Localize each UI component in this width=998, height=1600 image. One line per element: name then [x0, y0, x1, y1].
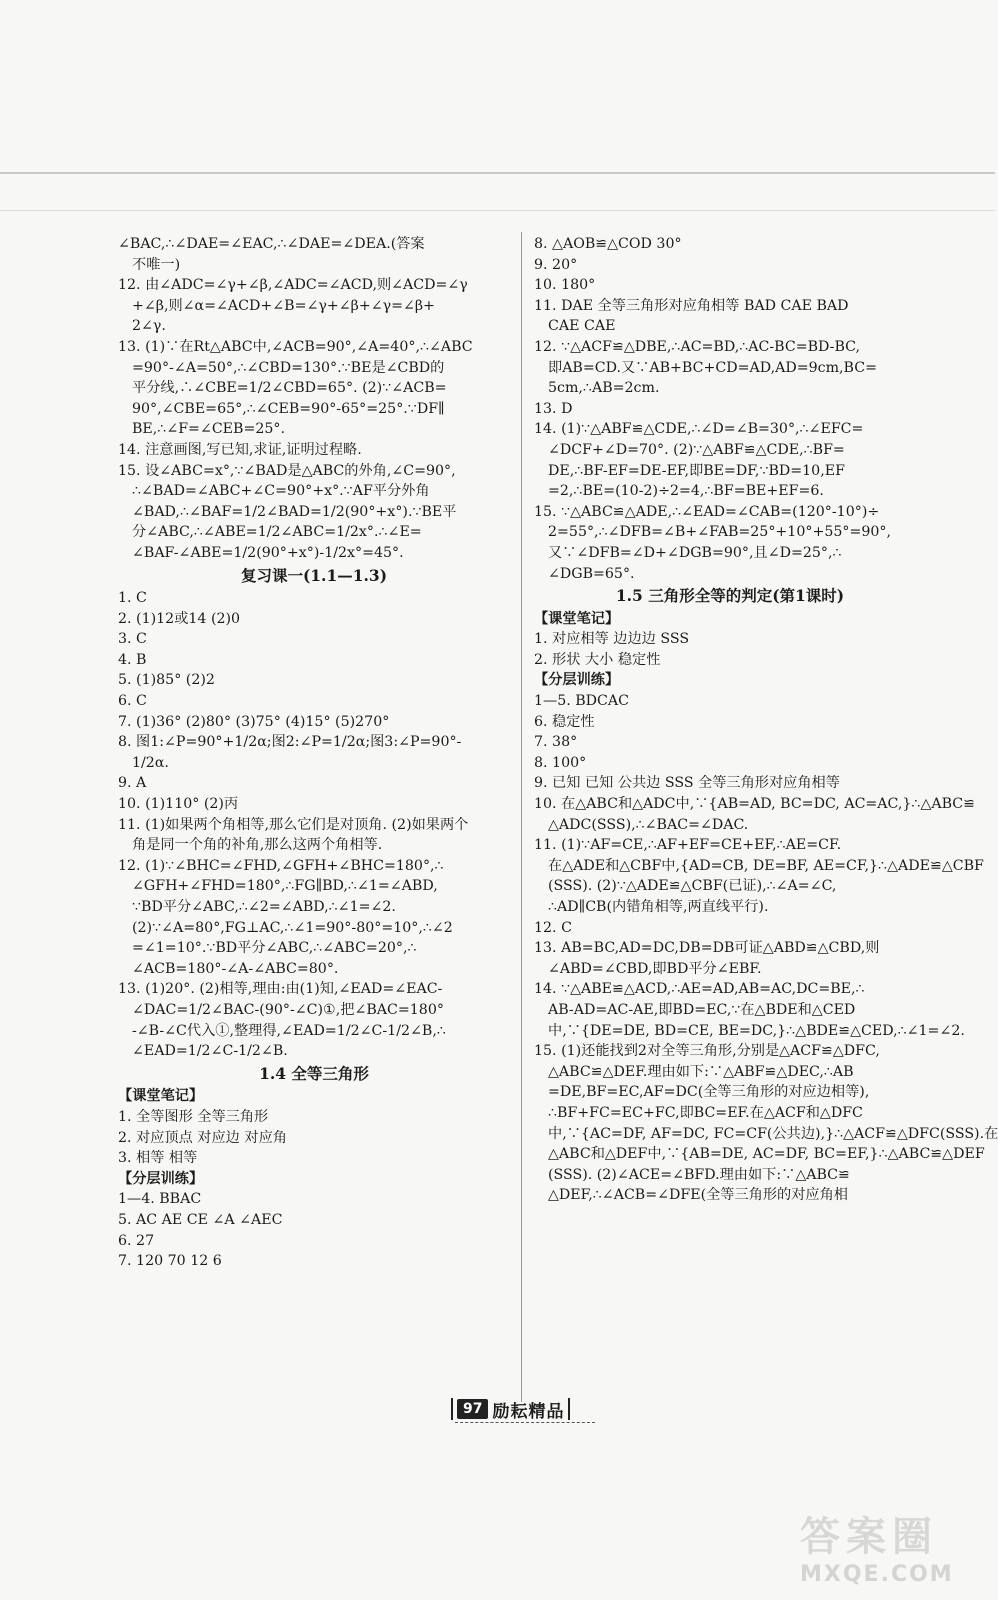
answer-line: 不唯一) [132, 256, 181, 273]
answer-line: 即AB=CD.又∵AB+BC+CD=AD,AD=9cm,BC= [548, 359, 877, 376]
answer-line: 6. C [118, 693, 147, 710]
answer-line: 15. (1)还能找到2对全等三角形,分别是△ACF≌△DFC, [534, 1043, 880, 1060]
answer-line: 5. AC AE CE ∠A ∠AEC [118, 1211, 283, 1228]
watermark-text: 答案圈 [800, 1514, 938, 1560]
answer-line: 15. ∵△ABC≌△ADE,∴∠EAD=∠CAB=(120°-10°)÷ [534, 503, 880, 520]
answer-line: ∠BAF-∠ABE=1/2(90°+x°)-1/2x°=45°. [132, 544, 404, 561]
answer-line: ∠ACB=180°-∠A-∠ABC=80°. [132, 960, 339, 977]
answer-line: =DE,BF=EC,AF=DC(全等三角形的对应边相等), [548, 1084, 870, 1101]
answer-line: 12. 由∠ADC=∠γ+∠β,∠ADC=∠ACD,则∠ACD=∠γ [118, 277, 468, 294]
answer-line: 10. 180° [534, 277, 596, 294]
top-rule [0, 172, 995, 174]
answer-line: ∵BD平分∠ABC,∴∠2=∠ABD,∴∠1=∠2. [132, 899, 396, 915]
answer-line: 6. 27 [118, 1232, 155, 1249]
section-tag: 【课堂笔记】 [534, 610, 620, 627]
answer-line: DE,∴BF-EF=DE-EF,即BE=DF,∵BD=10,EF [548, 462, 845, 479]
answer-line: 4. B [118, 651, 147, 668]
answer-line: 又∵∠DFB=∠D+∠DGB=90°,且∠D=25°,∴ [548, 544, 842, 561]
answer-line: ∠GFH+∠FHD=180°,∴FG∥BD,∴∠1=∠ABD, [132, 878, 438, 895]
answer-line: 1. C [118, 590, 147, 607]
answer-line: 10. (1)110° (2)丙 [118, 796, 239, 813]
answer-line: BE,∴∠F=∠CEB=25°. [132, 421, 286, 438]
answer-line: 90°,∠CBE=65°,∴∠CEB=90°-65°=25°.∵DF∥ [132, 400, 445, 417]
answer-line: 8. 图1:∠P=90°+1/2α;图2:∠P=1/2α;图3:∠P=90°- [118, 734, 462, 751]
answer-line: (2)∵∠A=80°,FG⊥AC,∴∠1=90°-80°=10°,∴∠2 [132, 919, 453, 936]
answer-line: 7. 38° [534, 734, 578, 751]
answer-line: ∠DCF+∠D=70°. (2)∵△ABF≌△CDE,∴BF= [548, 441, 845, 458]
section-tag: 【分层训练】 [118, 1170, 204, 1187]
section-heading: 1.5 三角形全等的判定(第1课时) [615, 586, 845, 606]
footer-bar-left [451, 1398, 453, 1420]
answer-line: ∠BAD,∴∠BAF=1/2∠BAD=1/2(90°+x°).∵BE平 [132, 503, 457, 520]
answer-line: 1—5. BDCAC [534, 693, 630, 710]
answer-line: ∴BF+FC=EC+FC,即BC=EF.在△ACF和△DFC [548, 1104, 863, 1121]
answer-line: 角是同一个角的补角,那么这两个角相等. [132, 837, 383, 854]
answer-line: 14. (1)∵△ABF≌△CDE,∴∠D=∠B=30°,∴∠EFC= [534, 421, 864, 438]
answer-line: 1. 对应相等 边边边 SSS [534, 631, 690, 648]
answer-line: (SSS). (2)∵△ADE≌△CBF(已证),∴∠A=∠C, [548, 878, 837, 895]
answer-line: △ABC和△DEF中,∵{AB=DE, AC=DF, BC=EF,}∴△ABC≌△DEF [548, 1146, 985, 1163]
answer-line: 2=55°,∴∠DFB=∠B+∠FAB=25°+10°+55°=90°, [548, 524, 892, 541]
column-divider [521, 232, 522, 1402]
answer-line: CAE CAE [548, 318, 616, 335]
footer-bar-right [568, 1398, 570, 1420]
answer-line: 平分线,∴∠CBE=1/2∠CBD=65°. (2)∵∠ACB= [132, 380, 447, 397]
answer-line: 8. 100° [534, 754, 587, 771]
answer-line: =90°-∠A=50°,∴∠CBD=130°.∵BE是∠CBD的 [132, 359, 445, 376]
answer-line: 10. 在△ABC和△ADC中,∵{AB=AD, BC=DC, AC=AC,}∴△ABC≌ [534, 796, 976, 813]
answer-line: +∠β,则∠α=∠ACD+∠B=∠γ+∠β+∠γ=∠β+ [132, 297, 435, 314]
answer-line: 12. ∵△ACF≌△DBE,∴AC=BD,∴AC-BC=BD-BC, [534, 338, 861, 355]
answer-line: 13. (1)20°. (2)相等,理由:由(1)知,∠EAD=∠EAC- [118, 981, 443, 998]
footer-underline [455, 1422, 595, 1423]
answer-line: ∠DAC=1/2∠BAC-(90°-∠C)①,把∠BAC=180° [132, 1001, 444, 1018]
answer-line: 13. D [534, 400, 573, 417]
answer-line: 11. (1)∵AF=CE,∴AF+EF=CE+EF,∴AE=CF. [534, 837, 842, 854]
answer-line: 11. (1)如果两个角相等,那么它们是对顶角. (2)如果两个 [118, 816, 469, 833]
answer-line: 11. DAE 全等三角形对应角相等 BAD CAE BAD [534, 297, 849, 314]
answer-line: 14. ∵△ABE≌△ACD,∴AE=AD,AB=AC,DC=BE,∴ [534, 981, 865, 998]
answer-line: 1—4. BBAC [118, 1191, 202, 1208]
right-column [534, 234, 998, 1206]
answer-line: 5cm,∴AB=2cm. [548, 380, 660, 397]
answer-line: 13. (1)∵在Rt△ABC中,∠ACB=90°,∠A=40°,∴∠ABC [118, 338, 473, 355]
answer-line: 在△ADE和△CBF中,{AD=CB, DE=BF, AE=CF,}∴△ADE≌△CBF [548, 857, 984, 874]
answer-line: 9. 已知 已知 公共边 SSS 全等三角形对应角相等 [534, 775, 840, 792]
answer-line: ∴AD∥CB(内错角相等,两直线平行). [548, 899, 769, 915]
section-tag: 【课堂笔记】 [118, 1088, 204, 1105]
answer-line: 3. 相等 相等 [118, 1150, 198, 1167]
answer-line: 12. C [534, 919, 572, 936]
answer-line: =∠1=10°.∵BD平分∠ABC,∴∠ABC=20°,∴ [132, 940, 417, 957]
answer-line: 8. △AOB≌△COD 30° [534, 236, 682, 252]
answer-line: 7. (1)36° (2)80° (3)75° (4)15° (5)270° [118, 713, 390, 730]
section-heading: 复习课一(1.1—1.3) [240, 565, 388, 585]
answer-line: -∠B-∠C代入①,整理得,∠EAD=1/2∠C-1/2∠B,∴ [132, 1022, 446, 1039]
answer-line: =2,∴BE=(10-2)÷2=4,∴BF=BE+EF=6. [548, 483, 824, 500]
answer-line: 2. (1)12或14 (2)0 [118, 610, 241, 627]
answer-line: 1/2α. [132, 754, 169, 771]
answer-line: 2. 形状 大小 稳定性 [534, 651, 661, 668]
answer-line: ∠BAC,∴∠DAE=∠EAC,∴∠DAE=∠DEA.(答案 [118, 236, 425, 252]
watermark-logo [800, 1505, 980, 1595]
answer-line: 分∠ABC,∴∠ABE=1/2∠ABC=1/2x°.∴∠E= [132, 524, 422, 541]
page-number: 97 [457, 1399, 488, 1419]
answer-line: 15. 设∠ABC=x°,∵∠BAD是△ABC的外角,∠C=90°, [118, 462, 456, 479]
answer-line: △ABC≌△DEF.理由如下:∵△ABF≌△DEC,∴AB [548, 1063, 854, 1080]
answer-line: △ADC(SSS),∴∠BAC=∠DAC. [548, 816, 749, 833]
answer-line: 7. 120 70 12 6 [118, 1253, 222, 1270]
answer-line: 13. AB=BC,AD=DC,DB=DB可证△ABD≌△CBD,则 [534, 940, 880, 957]
answer-line: ∠DGB=65°. [548, 565, 635, 582]
page-footer [451, 1395, 570, 1423]
answer-line: 中,∵{AC=DF, AF=DC, FC=CF(公共边),}∴△ACF≌△DFC(SSS).在 [548, 1125, 998, 1142]
answer-line: 6. 稳定性 [534, 713, 595, 730]
answer-line: 3. C [118, 631, 147, 648]
answer-line: (SSS). (2)∠ACE=∠BFD.理由如下:∵△ABC≌ [548, 1166, 850, 1183]
answer-line: ∠EAD=1/2∠C-1/2∠B. [132, 1043, 288, 1060]
top-rule-secondary [0, 210, 995, 211]
watermark-url: MXQE.COM [800, 1562, 954, 1587]
answer-line: 5. (1)85° (2)2 [118, 672, 215, 689]
answer-line: 12. (1)∵∠BHC=∠FHD,∠GFH+∠BHC=180°,∴ [118, 857, 444, 874]
answer-line: ∠ABD=∠CBD,即BD平分∠EBF. [548, 960, 762, 977]
answer-line: 2. 对应顶点 对应边 对应角 [118, 1129, 287, 1146]
answer-line: 14. 注意画图,写已知,求证,证明过程略. [118, 441, 362, 458]
answer-line: 中,∵{DE=DE, BD=CE, BE=DC,}∴△BDE≌△CED,∴∠1=∠2. [548, 1022, 965, 1039]
section-heading: 1.4 全等三角形 [259, 1063, 369, 1083]
answer-line: AB-AD=AC-AE,即BD=EC,∵在△BDE和△CED [548, 1001, 856, 1018]
answer-line: 9. A [118, 775, 147, 792]
section-tag: 【分层训练】 [534, 672, 620, 689]
left-column [118, 234, 510, 1272]
answer-line: 1. 全等图形 全等三角形 [118, 1108, 269, 1125]
answer-line: 2∠γ. [132, 318, 166, 335]
answer-line: △DEF,∴∠ACB=∠DFE(全等三角形的对应角相 [548, 1187, 848, 1204]
answer-line: 9. 20° [534, 256, 578, 273]
answer-line: ∴∠BAD=∠ABC+∠C=90°+x°.∵AF平分外角 [132, 483, 430, 500]
brand-name: 励耘精品 [492, 1401, 565, 1422]
